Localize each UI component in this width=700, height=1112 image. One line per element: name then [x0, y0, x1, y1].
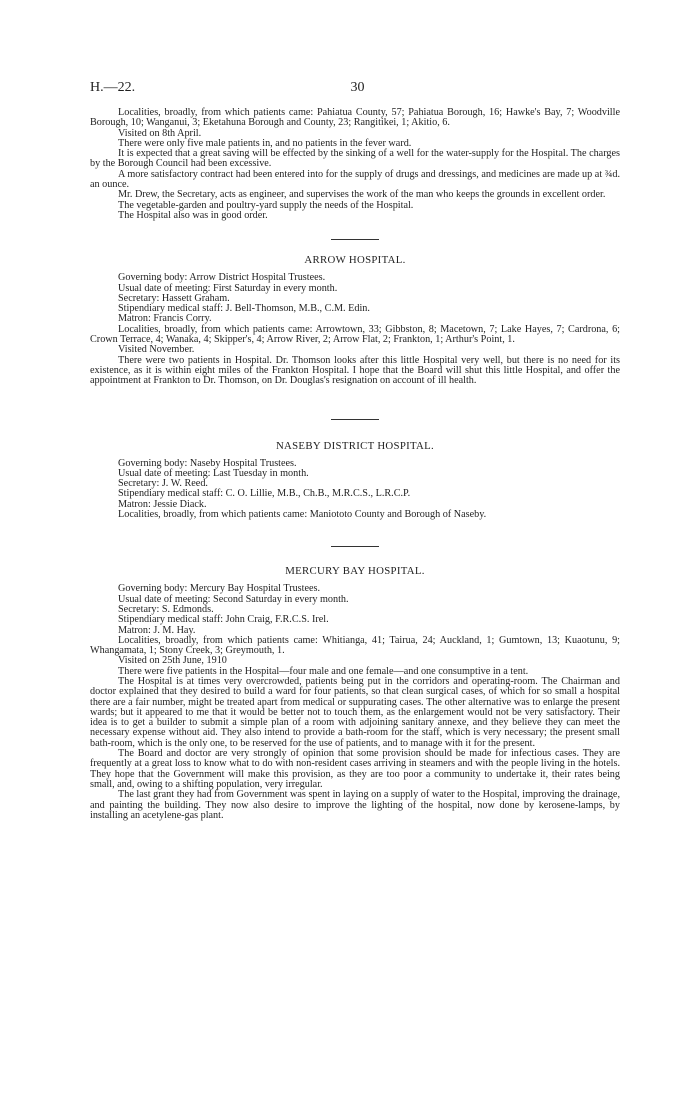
- field-line: Usual date of meeting: First Saturday in every month.: [118, 282, 338, 294]
- body-paragraph: Visited on 8th April.: [118, 127, 202, 139]
- field-line: Governing body: Arrow District Hospital Trustees.: [118, 272, 326, 284]
- mercury-bay-hospital-section: [90, 565, 620, 821]
- report-reference: H.—22.: [90, 80, 136, 95]
- page-body: [90, 108, 620, 821]
- body-paragraph: The Board and doctor are very strongly of opinion that some provision should be made for infectious cases. They are frequently at a great loss to know what to do with non-resident cases arriving in steamers and with the people living in the hotels. They hope that the Government will make this provision, as they are too poor a community to undertake it, their rates being small, and, owing to a shifting population, very irregular.: [90, 748, 620, 790]
- body-paragraph: There were only five male patients in, and no patients in the fever ward.: [118, 137, 412, 149]
- field-line: Usual date of meeting: Last Tuesday in month.: [118, 467, 309, 479]
- field-line: Secretary: J. W. Reed.: [118, 478, 208, 490]
- section-heading: ARROW HOSPITAL.: [304, 254, 406, 267]
- body-paragraph: Mr. Drew, the Secretary, acts as engineer, and supervises the work of the man who keeps the grounds in excellent order.: [118, 189, 606, 201]
- section-divider: [331, 419, 379, 420]
- body-paragraph: It is expected that a great saving will be effected by the sinking of a well for the water-supply for the Hospital. The charges by the Borough Council had been excessive.: [90, 148, 620, 170]
- field-line: Matron: J. M. Hay.: [118, 624, 196, 636]
- field-line: Matron: Jessie Diack.: [118, 498, 207, 510]
- naseby-hospital-section: [90, 440, 620, 521]
- body-paragraph: Visited on 25th June, 1910: [118, 655, 227, 667]
- arrow-hospital-section: [90, 254, 620, 386]
- field-line: Governing body: Mercury Bay Hospital Trustees.: [118, 583, 321, 595]
- field-line: Secretary: S. Edmonds.: [118, 603, 214, 615]
- section-heading: NASEBY DISTRICT HOSPITAL.: [275, 439, 435, 452]
- page-number: 30: [350, 80, 365, 95]
- field-line: Stipendiary medical staff: C. O. Lillie, M.B., Ch.B., M.R.C.S., L.R.C.P.: [118, 488, 411, 500]
- body-paragraph: There were two patients in Hospital. Dr. Thomson looks after this little Hospital very well, but there is no need for its existence, as it is within eight miles of the Frankton Hospital. I hope that the Board will shut this little Hospital, and offer the appointment at Frankton to Dr. Thomson, on Dr. Douglas's resignation on account of ill health.: [90, 354, 620, 387]
- field-line: Usual date of meeting: Second Saturday in every month.: [118, 593, 349, 605]
- field-line: Stipendiary medical staff: John Craig, F.R.C.S. Irel.: [118, 614, 329, 626]
- body-paragraph: Localities, broadly, from which patients came: Arrowtown, 33; Gibbston, 8; Macetown, 7; Lake Hayes, 7; Cardrona, 6; Crown Terrace, 4; Wanaka, 4; Skipper's, 4; Arrow River, 2; Arrow Flat, 2; Frankton, 1; Arthur's Point, 1.: [90, 323, 620, 346]
- section-divider: [331, 239, 379, 240]
- page-header: [90, 80, 625, 98]
- body-paragraph: The Hospital is at times very overcrowded, patients being put in the corridors and operating-room. The Chairman and doctor explained that they desired to build a ward for four patients, so that clean surgical cases, of which for so small a hospital there are a fair number, might be treated apart from medical or suppurating cases. The other alternative was to enlarge the present wards; but it appeared to me that it would be better not to touch them, as the enlargement would not be very satisfactory. Their idea is to get a builder to submit a simple plan of a room with adjoining sanitary annexe, and they believe they can meet the necessary expense without aid. They also intend to provide a bath-room for the staff, which is very necessary; the present small bath-room, which is the only one, to be reserved for the use of patients, and to manage with it for the present.: [90, 675, 620, 749]
- body-paragraph: There were five patients in the Hospital—four male and one female—and one consumptive in a tent.: [118, 665, 529, 677]
- body-paragraph: A more satisfactory contract had been entered into for the supply of drugs and dressings, and medicines are made up at ¾d. an ounce.: [90, 168, 620, 191]
- body-paragraph: Localities, broadly, from which patients came: Whitianga, 41; Tairua, 24; Auckland, 1; Gumtown, 13; Kuaotunu, 9; Whangamata, 1; Stony Creek, 3; Greymouth, 1.: [90, 634, 620, 657]
- body-paragraph: Visited November.: [118, 344, 195, 356]
- field-line: Secretary: Hassett Graham.: [118, 292, 230, 304]
- field-line: Governing body: Naseby Hospital Trustees.: [118, 457, 297, 469]
- body-paragraph: The last grant they had from Government was spent in laying on a supply of water to the Hospital, improving the drainage, and painting the building. They now also desire to improve the lighting of the hospital, now done by kerosene-lamps, by installing an acetylene-gas plant.: [90, 789, 620, 821]
- field-line: Stipendiary medical staff: J. Bell-Thomson, M.B., C.M. Edin.: [118, 303, 370, 315]
- body-paragraph: The Hospital also was in good order.: [118, 209, 268, 221]
- field-line: Localities, broadly, from which patients came: Maniototo County and Borough of Naseby.: [118, 509, 487, 521]
- body-paragraph: The vegetable-garden and poultry-yard supply the needs of the Hospital.: [118, 199, 414, 211]
- pahiatua-section: [90, 108, 620, 221]
- section-heading: MERCURY BAY HOSPITAL.: [285, 565, 425, 578]
- section-divider: [331, 546, 379, 547]
- field-line: Matron: Francis Corry.: [118, 313, 212, 325]
- body-paragraph: Localities, broadly, from which patients came: Pahiatua County, 57; Pahiatua Borough, 16; Hawke's Bay, 7; Woodville Borough, 10; Wanganui, 3; Eketahuna Borough and County, 23; Rangitikei, 1; Akitio, 6.: [90, 107, 620, 129]
